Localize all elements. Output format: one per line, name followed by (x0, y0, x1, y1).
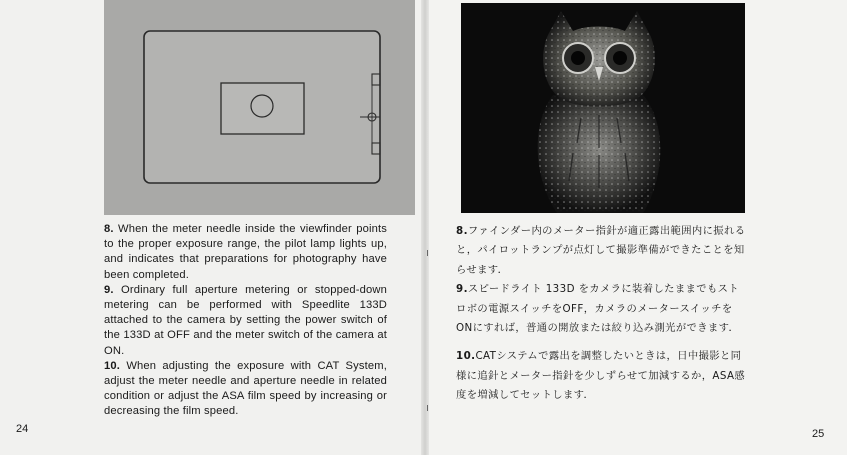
book-gutter (421, 0, 429, 455)
viewfinder-diagram (104, 0, 415, 215)
english-instructions (104, 222, 387, 420)
instruction-item-8-jp: 8.ファインダー内のメーター指針が適正露出範囲内に振れると，パイロットランプが点灯して撮影準備ができたことを知らせます． (456, 225, 746, 276)
owl-photograph (461, 3, 745, 213)
instruction-item-8-en: 8. When the meter needle inside the viewfinder points to the proper exposure range, the pilot lamp lights up, and indicates that preparations for photography have been completed. (104, 223, 387, 281)
instruction-item-10-en: 10. When adjusting the exposure with CAT System, adjust the meter needle and aperture needle in related condition or adjust the ASA film speed by increasing or decreasing the film speed. (104, 359, 387, 418)
owl-image (461, 3, 745, 213)
crop-mark (427, 405, 428, 411)
instruction-item-9-jp: 9.スピードライト 133D をカメラに装着したままでもストロボの電源スイッチをOFF，カメラのメータースイッチをONにすれば，普通の開放または絞り込み測光ができます． (456, 283, 740, 335)
page-number-left: 24 (16, 423, 29, 435)
page-number-right: 25 (812, 428, 825, 440)
instruction-item-9-en: 9. Ordinary full aperture metering or stopped-down metering can be performed with Speedlite 133D attached to the camera by setting the power switch of the 133D at OFF and the meter switch of the camera at ON. (104, 283, 387, 357)
crop-mark (427, 250, 428, 256)
japanese-instructions (456, 222, 748, 406)
viewfinder-illustration (104, 0, 415, 215)
metering-area (221, 83, 304, 134)
instruction-item-10-jp: 10.CATシステムで露出を調整したいときは，日中撮影と同様に追針とメーター指針を少しずらせて加減するか，ASA感度を増減してセットします． (456, 350, 746, 402)
